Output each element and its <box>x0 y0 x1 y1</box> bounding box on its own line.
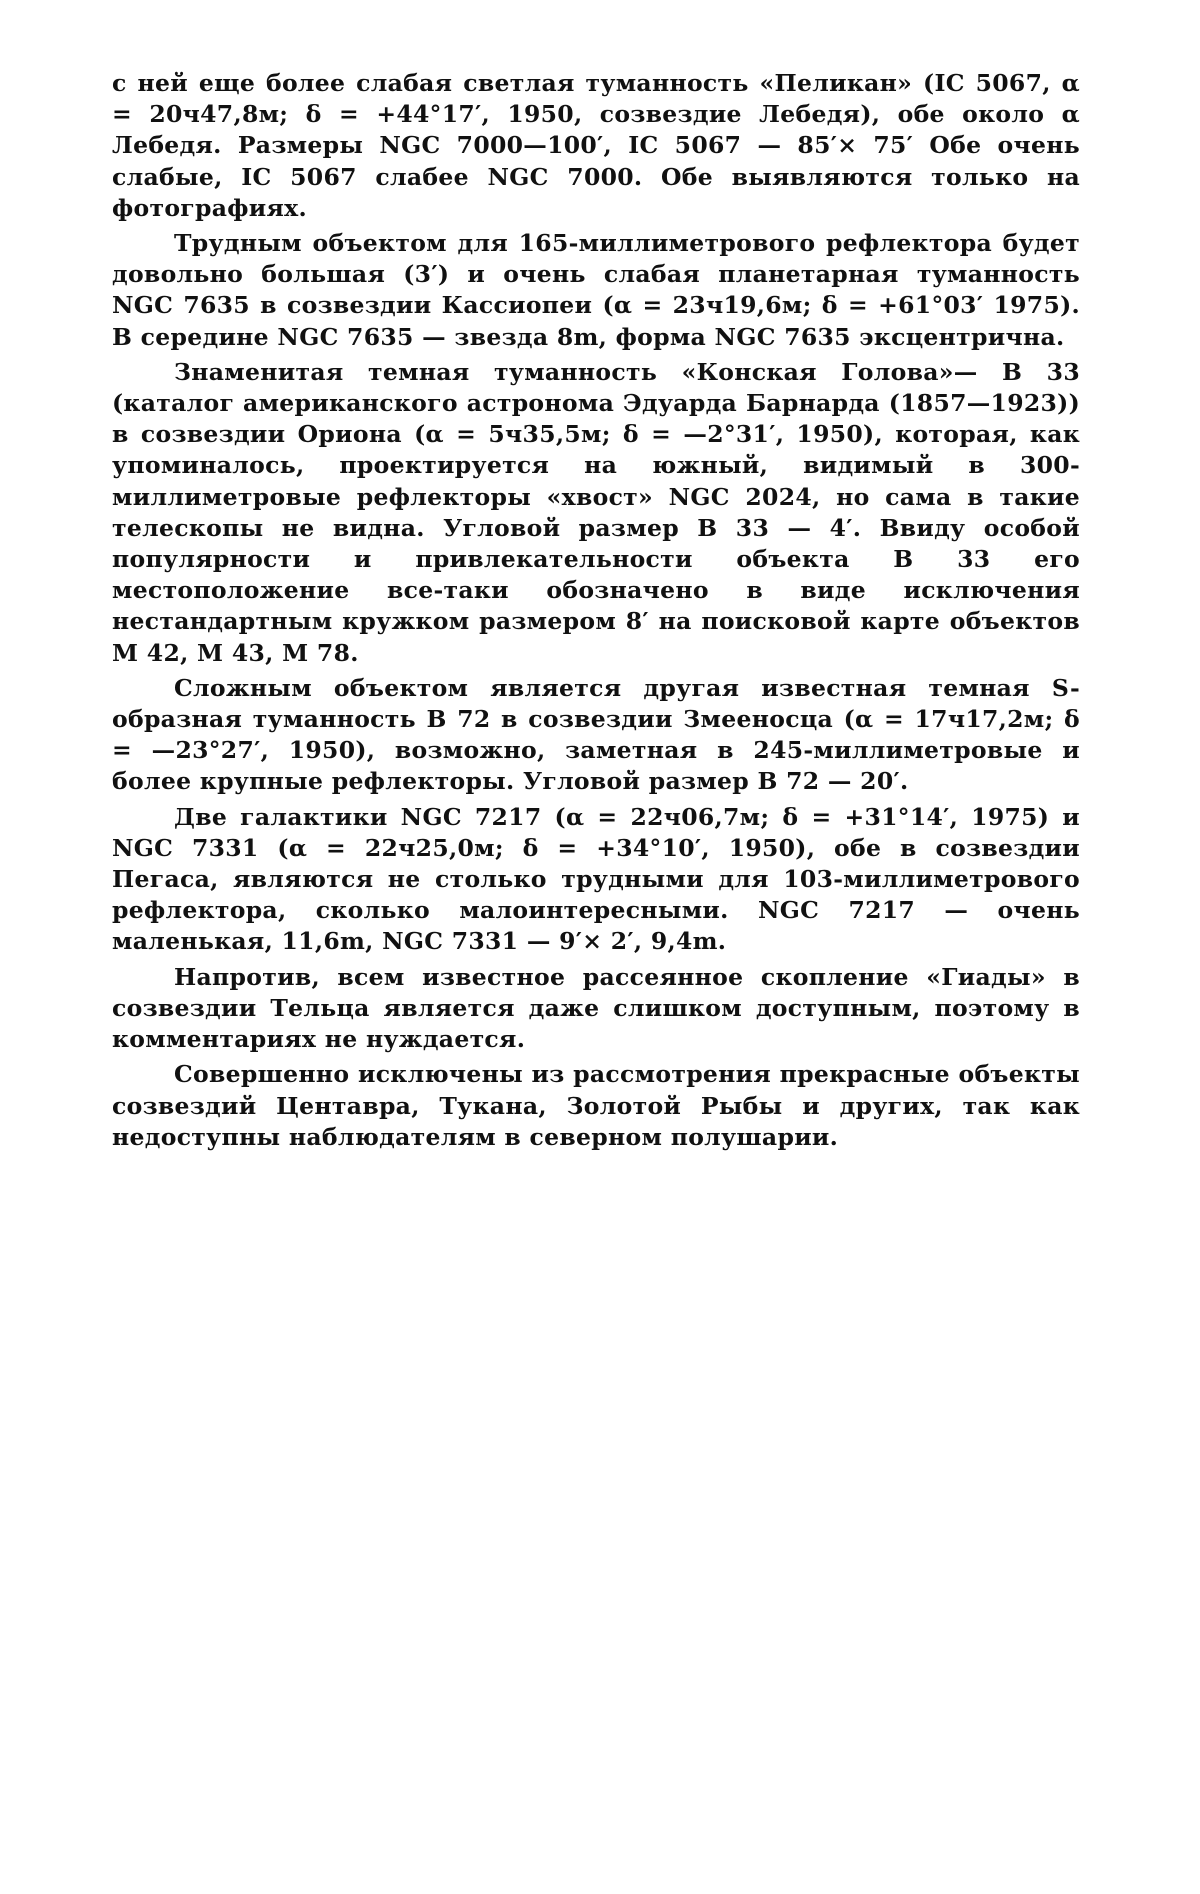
paragraph-pelican-nebula: с ней еще более слабая светлая туманность «Пеликан» (IC 5067, α = 20ч47,8м; δ = +44°17′, 1950, созвездие Лебедя), обе около α Лебедя. Размеры NGC 7000—100′, IC 5067 — 85′× 75′ Обе очень слабые, IC 5067 слабее NGC 7000. Обе выявляются только на фотографиях. <box>112 69 1080 222</box>
paragraph-ngc-7635: Трудным объектом для 165-миллиметрового рефлектора будет довольно большая (3′) и очень слабая планетарная туманность NGC 7635 в созвездии Кассиопеи (α = 23ч19,6м; δ = +61°03′ 1975). В середине NGC 7635 — звезда 8m, форма NGC 7635 эксцентрична. <box>112 229 1080 351</box>
paragraph-horsehead-nebula: Знаменитая темная туманность «Конская Голова»— B 33 (каталог американского астронома Эдуарда Барнарда (1857—1923)) в созвездии Ориона (α = 5ч35,5м; δ = —2°31′, 1950), которая, как упоминалось, проектируется на южный, видимый в 300-миллиметровые рефлекторы «хвост» NGC 2024, но сама в такие телескопы не видна. Угловой размер B 33 — 4′. Ввиду особой популярности и привлекательности объекта B 33 его местоположение все-таки обозначено в виде исключения нестандартным кружком размером 8′ на поисковой карте объектов M 42, M 43, M 78. <box>112 357 1080 667</box>
paragraph-ngc-7217-7331: Две галактики NGC 7217 (α = 22ч06,7м; δ = +31°14′, 1975) и NGC 7331 (α = 22ч25,0м; δ = +34°10′, 1950), обе в созвездии Пегаса, являются не столько трудными для 103-миллиметрового рефлектора, сколько малоинтересными. NGC 7217 — очень маленькая, 11,6m, NGC 7331 — 9′× 2′, 9,4m. <box>112 802 1080 956</box>
paragraph-southern-objects: Совершенно исключены из рассмотрения прекрасные объекты созвездий Центавра, Тукана, Золотой Рыбы и других, так как недоступны наблюдателям в северном полушарии. <box>112 1060 1080 1151</box>
paragraph-b72-nebula: Сложным объектом является другая известная темная S-образная туманность B 72 в созвездии Змееносца (α = 17ч17,2м; δ = —23°27′, 1950), возможно, заметная в 245-миллиметровые и более крупные рефлекторы. Угловой размер B 72 — 20′. <box>112 673 1080 796</box>
page-text-column <box>112 68 1080 1157</box>
paragraph-hyades: Напротив, всем известное рассеянное скопление «Гиады» в созвездии Тельца является даже слишком доступным, поэтому в комментариях не нуждается. <box>112 962 1080 1054</box>
